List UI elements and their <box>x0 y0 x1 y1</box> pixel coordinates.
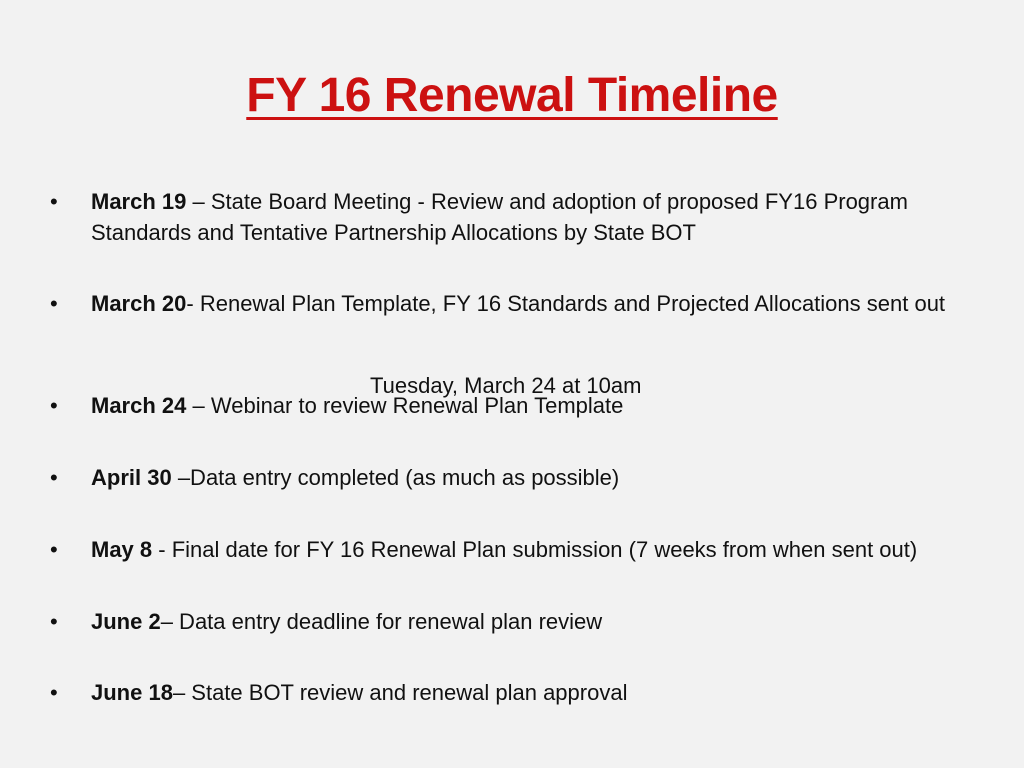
timeline-description: - Final date for FY 16 Renewal Plan submission (7 weeks from when sent out) <box>152 537 918 562</box>
bullet-icon: • <box>50 393 58 418</box>
timeline-date: May 8 <box>91 537 153 562</box>
bullet-icon: • <box>50 609 58 634</box>
timeline-item-text <box>91 534 971 565</box>
slide-title: FY 16 Renewal Timeline <box>246 69 778 122</box>
timeline-date: March 19 <box>91 189 187 214</box>
timeline-description: – Data entry deadline for renewal plan review <box>160 609 603 634</box>
bullet-icon: • <box>50 291 58 316</box>
timeline-date: March 20 <box>91 291 187 316</box>
timeline-description: –Data entry completed (as much as possible) <box>171 465 620 490</box>
timeline-item-text <box>91 186 971 248</box>
timeline-date: June 18 <box>91 680 173 705</box>
bullet-icon: • <box>50 189 58 214</box>
timeline-description: – State Board Meeting - Review and adoption of proposed FY16 Program Standards and Tentative Partnership Allocations by State BOT <box>91 189 908 245</box>
timeline-item-text <box>91 390 971 421</box>
webinar-time-note: Tuesday, March 24 at 10am <box>370 373 642 398</box>
bullet-icon: • <box>50 680 58 705</box>
bullet-icon: • <box>50 465 58 490</box>
timeline-date: March 24 <box>91 393 187 418</box>
bullet-icon: • <box>50 537 58 562</box>
timeline-item-text <box>91 462 971 493</box>
timeline-date: April 30 <box>91 465 172 490</box>
timeline-description: - Renewal Plan Template, FY 16 Standards and Projected Allocations sent out <box>186 291 946 316</box>
timeline-item-text <box>91 677 971 708</box>
timeline-description: – Webinar to review Renewal Plan Template <box>186 393 624 418</box>
timeline-date: June 2 <box>91 609 161 634</box>
timeline-item-text <box>91 606 971 637</box>
timeline-description: – State BOT review and renewal plan approval <box>172 680 628 705</box>
timeline-item-text <box>91 288 971 319</box>
